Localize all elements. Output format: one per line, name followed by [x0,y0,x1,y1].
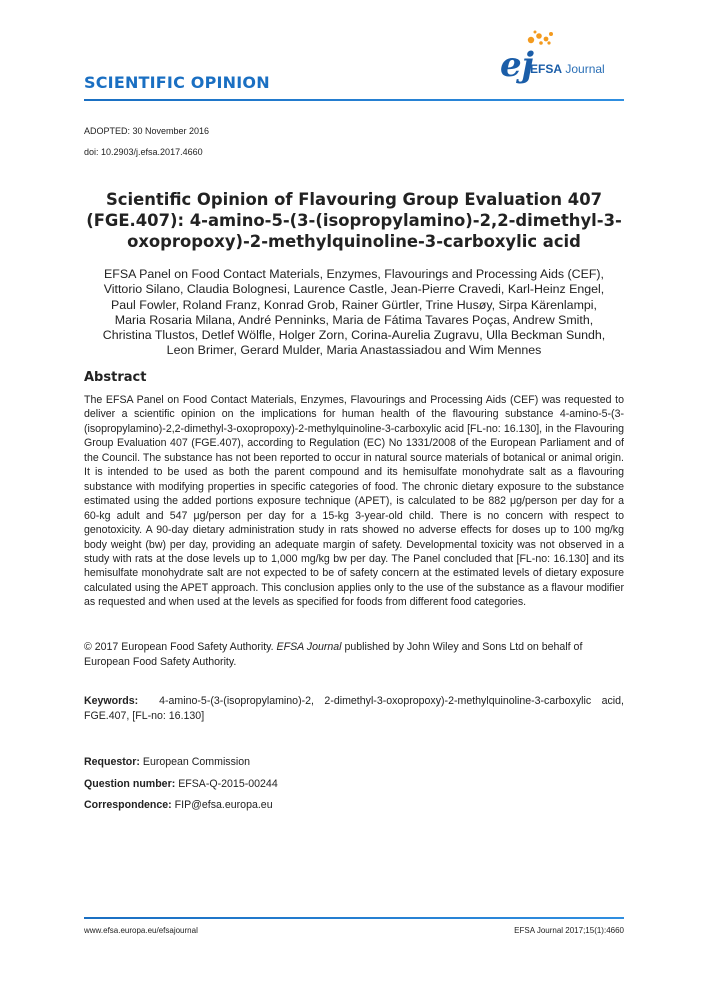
paper-title [84,189,624,252]
keywords [84,694,624,723]
footer-url[interactable]: www.efsa.europa.eu/efsajournal [84,926,198,935]
keywords-value: 4-amino-5-(3-(isopropylamino)-2, 2-dimethyl-3-oxopropoxy)-2-methylquinoline-3-carboxylic acid, FGE.407, [FL-no: 16.130] [84,695,624,722]
efsa-logo-icon [494,28,634,90]
logo-brand: EFSA [530,62,563,76]
correspondence-email[interactable]: FIP@efsa.europa.eu [174,799,273,811]
requestor-value: European Commission [142,756,251,768]
header-divider [84,99,624,101]
question-value: EFSA-Q-2015-00244 [178,778,278,790]
title-line: (FGE.407): 4-amino-5-(3-(isopropylamino)-2,2-dimethyl-3- [86,211,622,230]
title-line: Scientific Opinion of Flavouring Group Evaluation 407 [105,190,603,209]
author-line: Leon Brimer, Gerard Mulder, Maria Anastassiadou and Wim Mennes [166,343,542,358]
title-line: oxopropoxy)-2-methylquinoline-3-carboxylic acid [127,232,581,251]
abstract-heading: Abstract [84,370,147,385]
footer-citation: EFSA Journal 2017;15(1):4660 [514,926,624,935]
doi[interactable]: doi: 10.2903/j.efsa.2017.4660 [84,147,203,157]
requestor [84,756,250,768]
question-number [84,778,278,790]
correspondence [84,799,273,811]
logo-mark: ej [500,45,534,85]
author-line: EFSA Panel on Food Contact Materials, Enzymes, Flavourings and Processing Aids (CEF), [104,267,604,281]
efsa-journal-logo [494,28,634,90]
author-line: Maria Rosaria Milana, André Penninks, Maria de Fátima Tavares Poças, Andrew Smith, [114,312,594,327]
logo-wordmark [530,62,605,76]
logo-product: Journal [565,62,605,76]
copyright-journal: EFSA Journal [276,641,342,653]
correspondence-label: Correspondence: [84,799,172,811]
copyright-prefix: © 2017 European Food Safety Authority. [84,641,277,653]
author-line: Christina Tlustos, Detlef Wölfle, Holger Zorn, Corina-Aurelia Zugravu, Ulla Beckman Sundh, [102,328,606,343]
copyright-notice [84,640,624,669]
requestor-label: Requestor: [84,756,140,768]
adopted-date: ADOPTED: 30 November 2016 [84,126,210,136]
copyright-suffix: published by John Wiley and Sons Ltd on behalf of European Food Safety Authority. [84,641,583,668]
abstract-body: The EFSA Panel on Food Contact Materials, Enzymes, Flavourings and Processing Aids (CEF) was requested to deliver a scientific opinion on the implications for human health of the flavouring substance 4-amino-5-(3-(isopropylamino)-2,2-dimethyl-3-oxopropoxy)-2-methylquinoline-3-carboxylic acid [FL-no: 16.130], in the Flavouring Group Evaluation 407 (FGE.407), according to Regulation (EC) No 1331/2008 of the European Parliament and of the Council. The substance has not been reported to occur in natural source materials of botanical or animal origin. It is intended to be used as both the parent compound and its hemisulfate monohydrate salt as a flavouring substance with modifying properties in specific categories of food. The chronic dietary exposure to the substance estimated using the added portions exposure technique (APET), is calculated to be 882 μg/person per day for a 60-kg adult and 547 μg/person per day for a 15-kg 3-year-old child. There is no concern with respect to genotoxicity. A 90-day dietary administration study in rats showed no adverse effects for doses up to 100 mg/kg body weight (bw) per day, providing an adequate margin of safety. Developmental toxicity was not observed in a study with rats at the dose levels up to 1,000 mg/kg bw per day. The Panel concluded that [FL-no: 16.130] and its hemisulfate monohydrate salt are not expected to be of safety concern at the estimated levels of dietary exposure calculated using the APET approach. This conclusion applies only to the use of the substance as a flavour modifier as requested and when used at the levels as specified for foods from different food categories. [84,394,624,609]
footer-divider [84,917,624,919]
section-label: SCIENTIFIC OPINION [84,73,270,92]
author-line: Paul Fowler, Roland Franz, Konrad Grob, Rainer Gürtler, Trine Husøy, Sirpa Kärenlampi, [111,297,597,312]
question-label: Question number: [84,778,176,790]
author-list [84,267,624,359]
author-line: Vittorio Silano, Claudia Bolognesi, Laurence Castle, Jean-Pierre Cravedi, Karl-Heinz Engel, [103,282,605,297]
keywords-label: Keywords: [84,695,139,707]
